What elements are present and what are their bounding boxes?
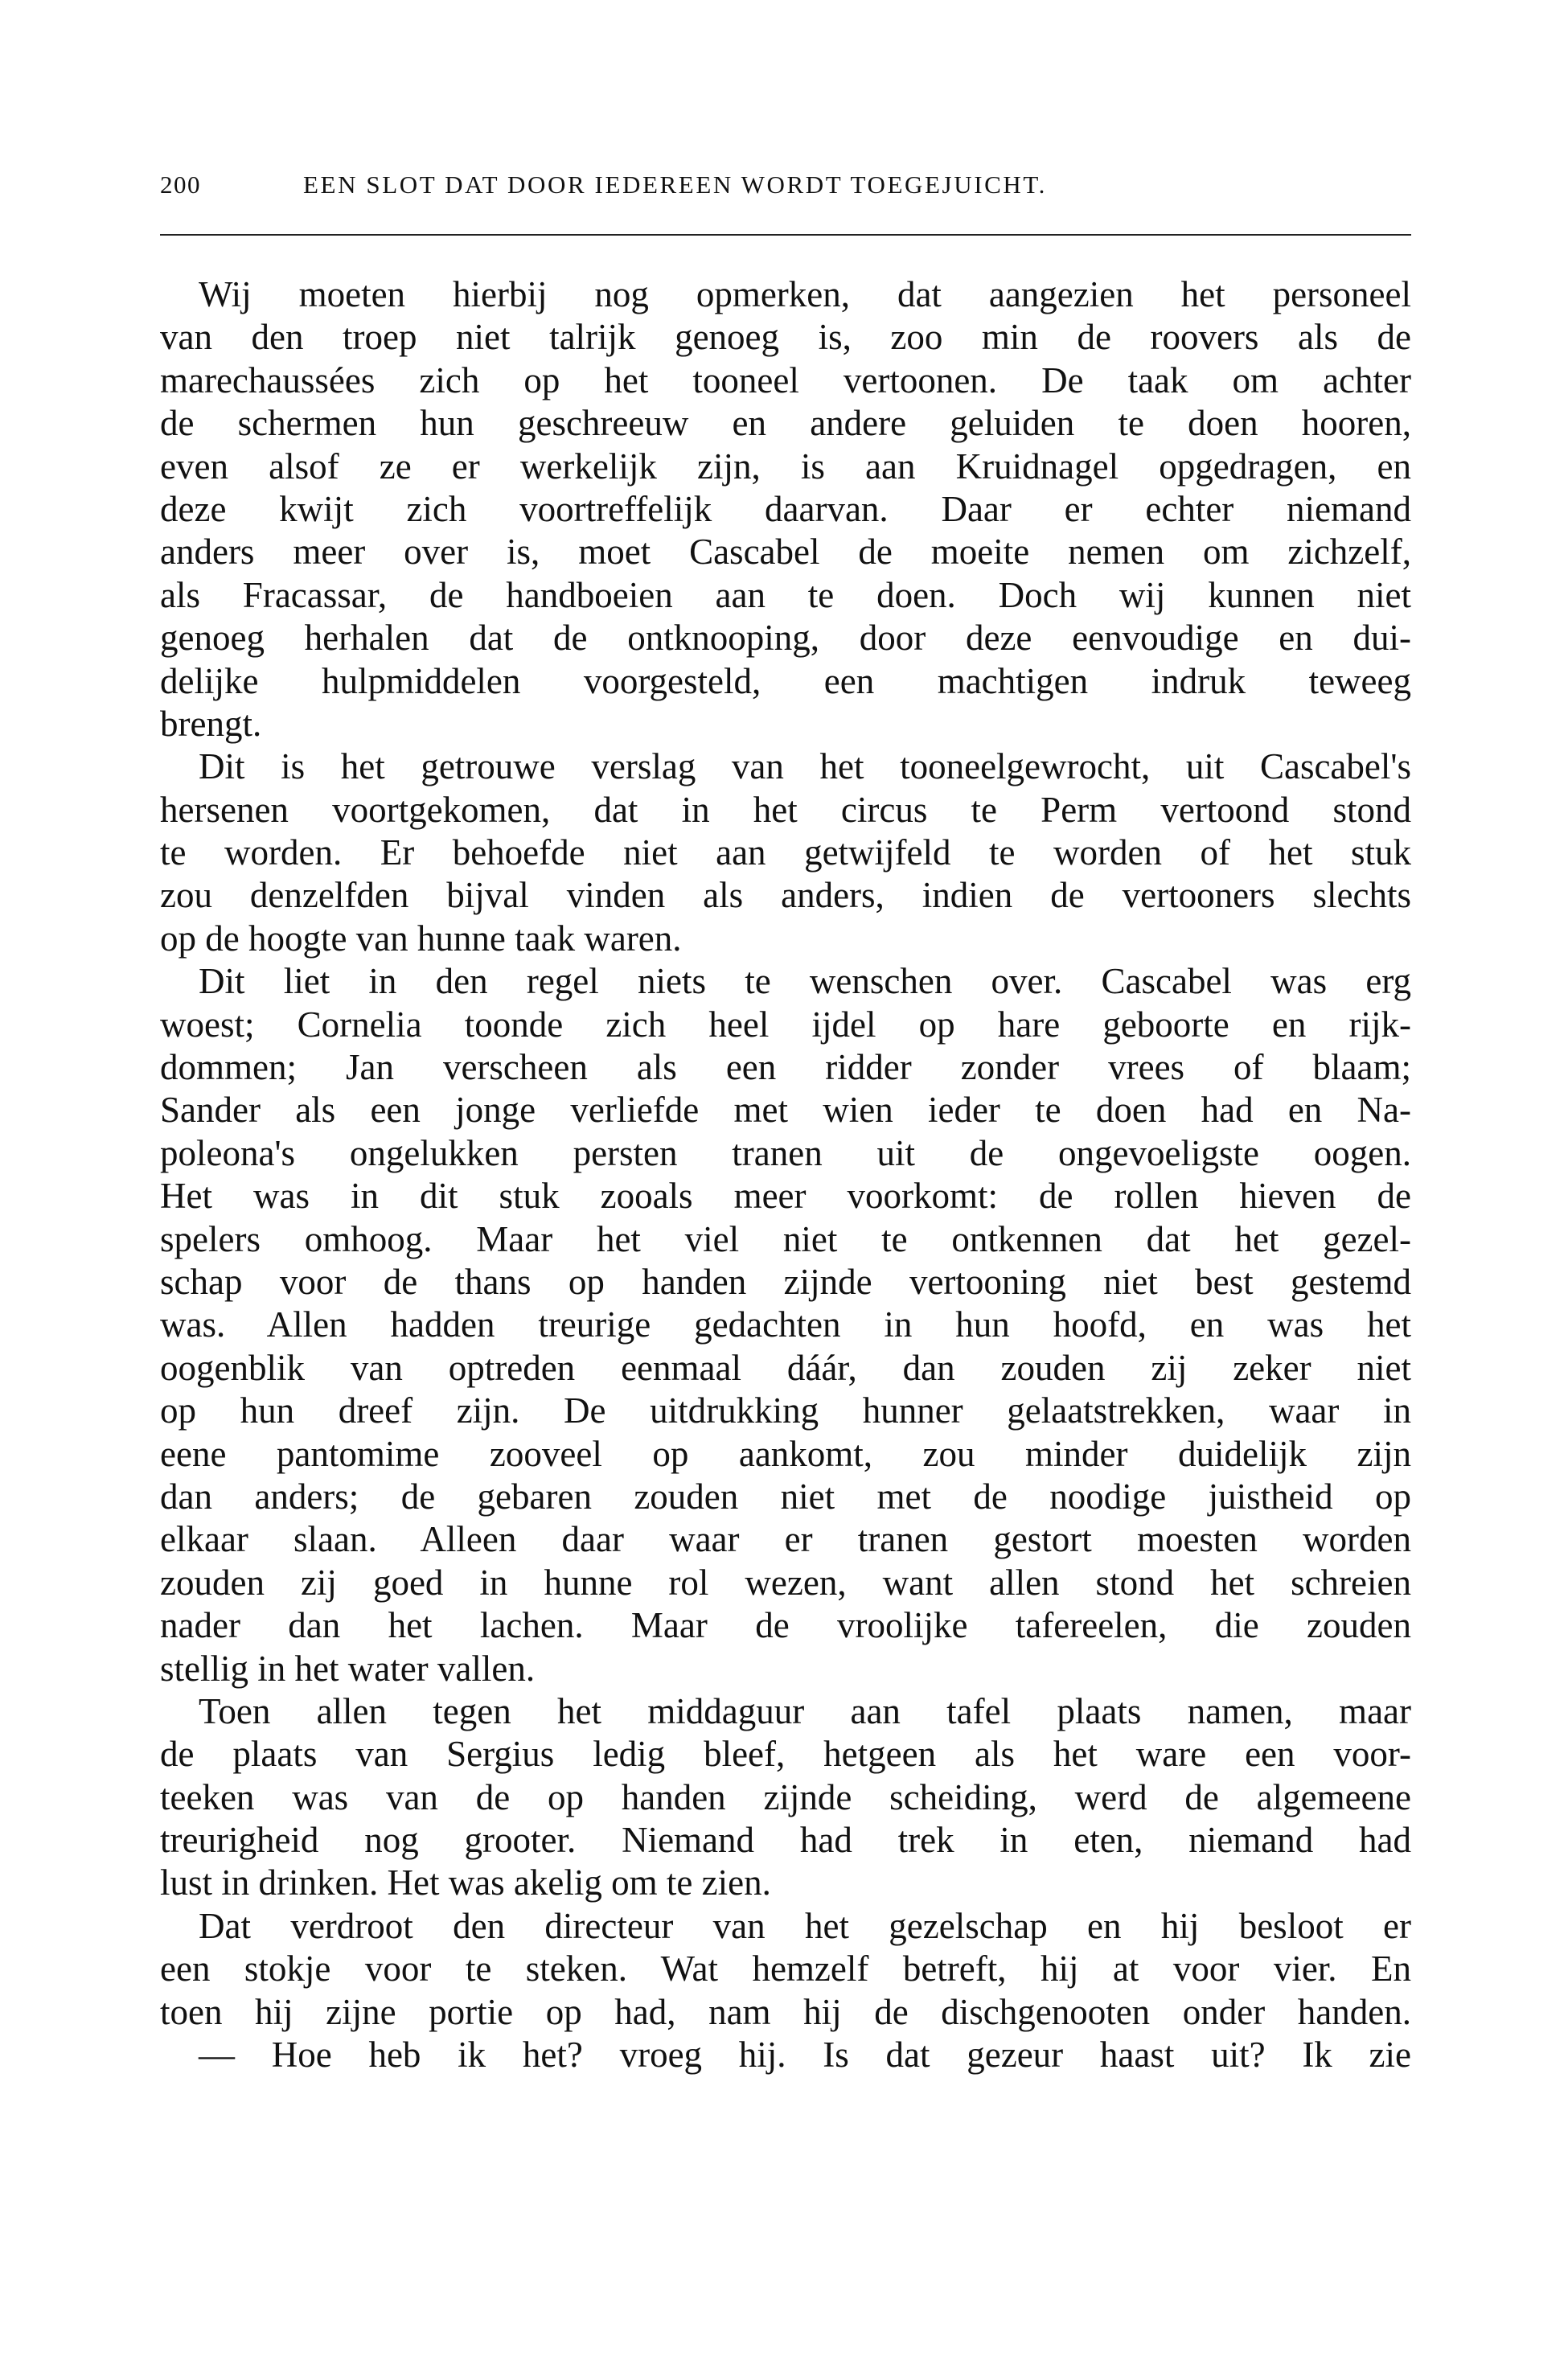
text-line: als Fracassar, de handboeien aan te doen. Doch wij kunnen niet <box>160 574 1411 615</box>
text-line: brengt. <box>160 703 262 744</box>
text-line: op hun dreef zijn. De uitdrukking hunner gelaatstrekken, waar in <box>160 1390 1411 1431</box>
running-title: EEN SLOT DAT DOOR IEDEREEN WORDT TOEGEJUICHT. <box>303 170 1047 199</box>
page-number: 200 <box>160 170 201 199</box>
header-rule <box>160 234 1411 236</box>
text-line: dan anders; de gebaren zouden niet met de noodige juistheid op <box>160 1476 1411 1517</box>
text-line: poleona's ongelukken persten tranen uit de ongevoeligste oogen. <box>160 1132 1411 1173</box>
text-line: woest; Cornelia toonde zich heel ijdel op hare geboorte en rijk- <box>160 1004 1411 1045</box>
body-text <box>160 273 1411 2076</box>
text-line: elkaar slaan. Alleen daar waar er tranen gestort moesten worden <box>160 1519 1411 1560</box>
paragraph <box>160 1905 1411 2034</box>
text-line: Toen allen tegen het middaguur aan tafel plaats namen, maar <box>199 1690 1411 1731</box>
text-line: lust in drinken. Het was akelig om te zien. <box>160 1862 771 1903</box>
text-line: schap voor de thans op handen zijnde vertooning niet best gestemd <box>160 1261 1411 1302</box>
text-line: van den troep niet talrijk genoeg is, zoo min de roovers als de <box>160 317 1411 358</box>
text-line: oogenblik van optreden eenmaal dáár, dan zouden zij zeker niet <box>160 1347 1411 1388</box>
text-line: te worden. Er behoefde niet aan getwijfeld te worden of het stuk <box>160 832 1411 873</box>
paragraph <box>160 960 1411 1690</box>
paragraph <box>160 273 1411 745</box>
text-line: dommen; Jan verscheen als een ridder zonder vrees of blaam; <box>160 1047 1411 1088</box>
text-line: stellig in het water vallen. <box>160 1648 536 1689</box>
text-line: even alsof ze er werkelijk zijn, is aan Kruidnagel opgedragen, en <box>160 446 1411 487</box>
text-line: toen hij zijne portie op had, nam hij de dischgenooten onder handen. <box>160 1991 1411 2032</box>
text-line: — Hoe heb ik het? vroeg hij. Is dat gezeur haast uit? Ik zie <box>199 2035 1411 2076</box>
text-line: genoeg herhalen dat de ontknooping, door deze eenvoudige en dui- <box>160 618 1411 659</box>
running-header <box>160 170 1411 203</box>
text-line: nader dan het lachen. Maar de vroolijke tafereelen, die zouden <box>160 1605 1411 1646</box>
text-line: zouden zij goed in hunne rol wezen, want allen stond het schreien <box>160 1562 1411 1603</box>
text-line: deze kwijt zich voortreffelijk daarvan. Daar er echter niemand <box>160 488 1411 529</box>
text-line: de schermen hun geschreeuw en andere geluiden te doen hooren, <box>160 403 1411 444</box>
paragraph <box>160 745 1411 960</box>
text-line: zou denzelfden bijval vinden als anders, indien de vertooners slechts <box>160 875 1411 916</box>
text-line: anders meer over is, moet Cascabel de moeite nemen om zichzelf, <box>160 532 1411 573</box>
text-line: Dit liet in den regel niets te wenschen over. Cascabel was erg <box>199 961 1411 1002</box>
text-line: spelers omhoog. Maar het viel niet te ontkennen dat het gezel- <box>160 1218 1411 1259</box>
text-line: Wij moeten hierbij nog opmerken, dat aangezien het personeel <box>199 274 1411 314</box>
text-line: delijke hulpmiddelen voorgesteld, een machtigen indruk teweeg <box>160 660 1411 701</box>
text-line: een stokje voor te steken. Wat hemzelf betreft, hij at voor vier. En <box>160 1948 1411 1989</box>
text-line: treurigheid nog grooter. Niemand had trek in eten, niemand had <box>160 1820 1411 1861</box>
text-line: marechaussées zich op het tooneel vertoonen. De taak om achter <box>160 359 1411 400</box>
text-line: Dat verdroot den directeur van het gezelschap en hij besloot er <box>199 1905 1411 1946</box>
text-line: eene pantomime zooveel op aankomt, zou minder duidelijk zijn <box>160 1433 1411 1474</box>
paragraph <box>160 2034 1411 2076</box>
text-line: hersenen voortgekomen, dat in het circus te Perm vertoond stond <box>160 789 1411 830</box>
text-line: op de hoogte van hunne taak waren. <box>160 918 682 959</box>
text-line: Sander als een jonge verliefde met wien ieder te doen had en Na- <box>160 1090 1411 1131</box>
text-line: de plaats van Sergius ledig bleef, hetgeen als het ware een voor- <box>160 1734 1411 1775</box>
text-line: was. Allen hadden treurige gedachten in hun hoofd, en was het <box>160 1304 1411 1345</box>
text-line: teeken was van de op handen zijnde scheiding, werd de algemeene <box>160 1776 1411 1817</box>
paragraph <box>160 1690 1411 1905</box>
text-line: Het was in dit stuk zooals meer voorkomt: de rollen hieven de <box>160 1176 1411 1217</box>
text-line: Dit is het getrouwe verslag van het tooneelgewrocht, uit Cascabel's <box>199 746 1411 787</box>
